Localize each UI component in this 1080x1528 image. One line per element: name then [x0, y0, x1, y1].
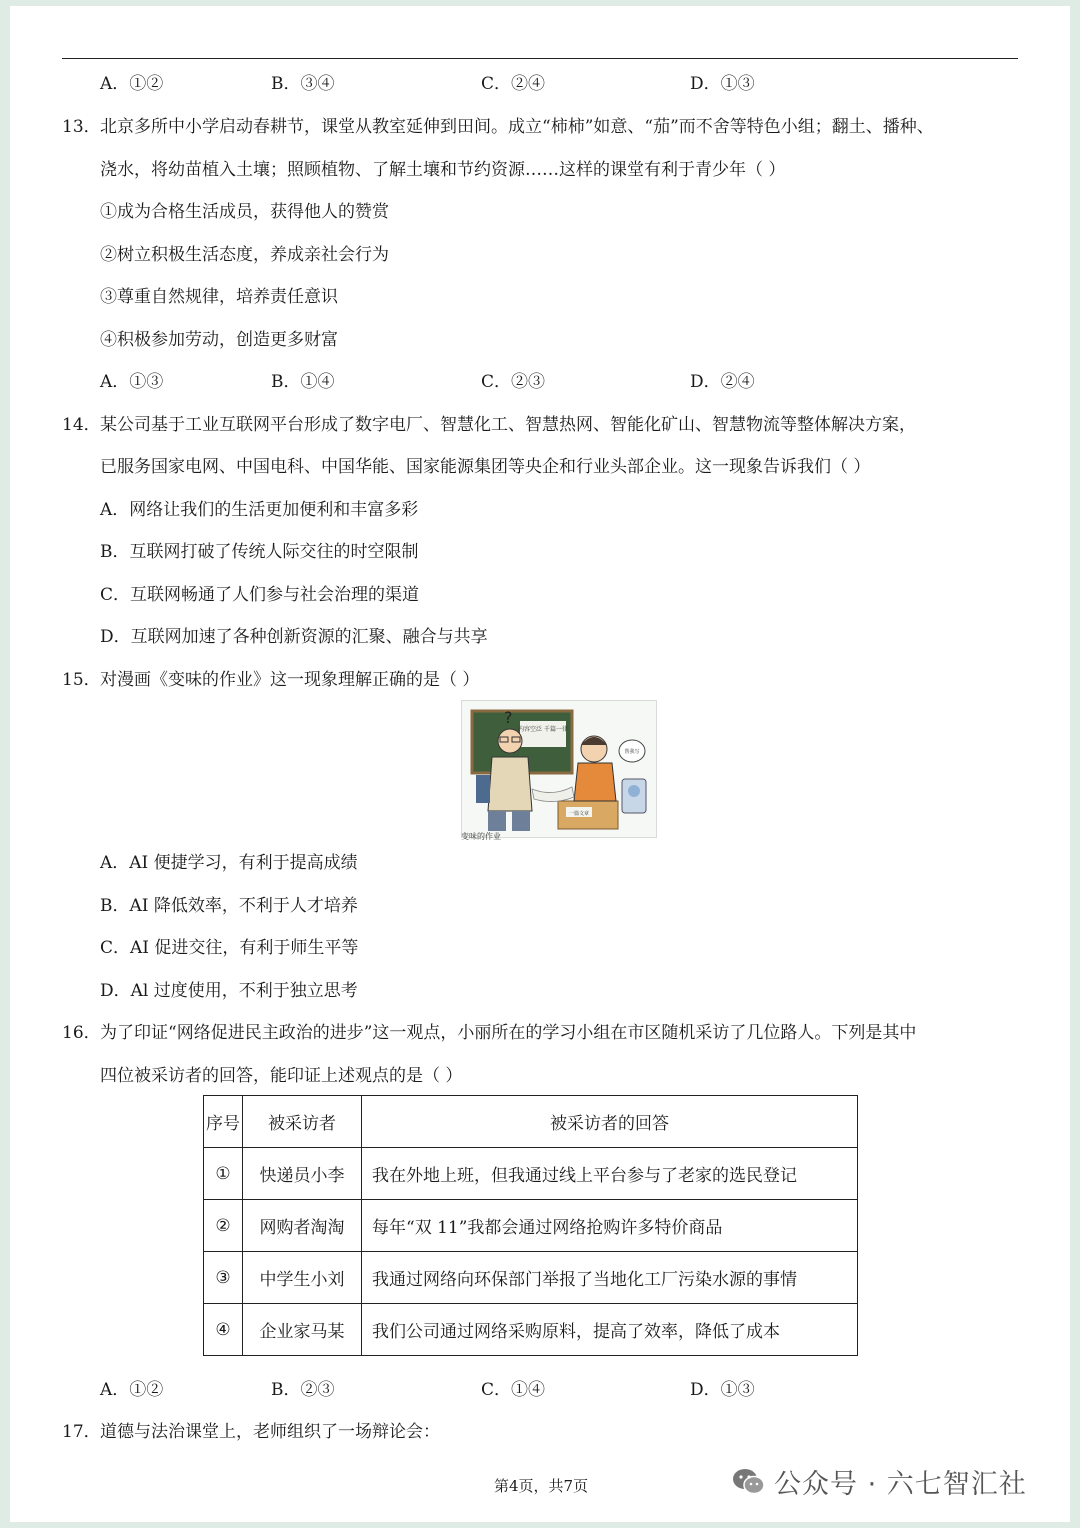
statement-item: ①成为合格生活成员，获得他人的赞赏	[100, 202, 389, 222]
table-header-cell: 被采访者	[243, 1096, 362, 1148]
table-cell: 每年“双 11”我都会通过网络抢购许多特价商品	[362, 1200, 858, 1252]
header-rule	[62, 58, 1018, 59]
q13-option-b[interactable]: B．①④	[271, 372, 335, 392]
question-text-line: 已服务国家电网、中国电科、中国华能、国家能源集团等央企和行业头部企业。这一现象告诉我们（ ）	[100, 457, 871, 477]
question-number: 14．	[62, 415, 101, 435]
watermark	[732, 1462, 1027, 1504]
statement-item: ②树立积极生活态度，养成亲社会行为	[100, 245, 389, 265]
board-text: 内容空泛 千篇一律	[518, 726, 568, 733]
table-row	[204, 1304, 858, 1356]
table-row	[204, 1148, 858, 1200]
q14-option-a[interactable]: A．网络让我们的生活更加便利和丰富多彩	[100, 500, 419, 520]
wechat-icon	[732, 1467, 766, 1504]
q16-option-a[interactable]: A．①②	[100, 1380, 164, 1400]
table-cell: 快递员小李	[243, 1148, 362, 1200]
q14-option-b[interactable]: B．互联网打破了传统人际交往的时空限制	[100, 542, 419, 562]
question-text-line: 某公司基于工业互联网平台形成了数字电厂、智慧化工、智慧热网、智能化矿山、智慧物流等整体解决方案，	[100, 415, 916, 435]
table-row	[204, 1252, 858, 1304]
cartoon-image	[461, 700, 657, 838]
question-text-line: 浇水，将幼苗植入土壤；照顾植物、了解土壤和节约资源……这样的课堂有利于青少年（ ）	[100, 160, 786, 180]
table-cell: 我通过网络向环保部门举报了当地化工厂污染水源的事情	[362, 1252, 858, 1304]
q12-option-c[interactable]: C．②④	[481, 74, 546, 94]
table-cell: ②	[204, 1200, 243, 1252]
table-header-row	[204, 1096, 858, 1148]
statement-item: ④积极参加劳动，创造更多财富	[100, 330, 338, 350]
table-cell: 我们公司通过网络采购原料，提高了效率，降低了成本	[362, 1304, 858, 1356]
table-cell: 网购者淘淘	[243, 1200, 362, 1252]
table-cell: ①	[204, 1148, 243, 1200]
q15-option-c[interactable]: C．AI 促进交往，有利于师生平等	[100, 938, 359, 958]
q15-option-a[interactable]: A．AI 便捷学习，有利于提高成绩	[100, 853, 358, 873]
interview-table	[203, 1095, 858, 1356]
q14-option-d[interactable]: D．互联网加速了各种创新资源的汇聚、融合与共享	[100, 627, 488, 647]
question-number: 15．	[62, 670, 101, 690]
q16-option-b[interactable]: B．②③	[271, 1380, 335, 1400]
question-number: 16．	[62, 1023, 101, 1043]
table-cell: 中学生小刘	[243, 1252, 362, 1304]
table-row	[204, 1200, 858, 1252]
q14-option-c[interactable]: C．互联网畅通了人们参与社会治理的渠道	[100, 585, 420, 605]
q13-option-c[interactable]: C．②③	[481, 372, 546, 392]
paper-text: 一篇文章	[568, 811, 590, 817]
q13-option-a[interactable]: A．①③	[100, 372, 164, 392]
q15-option-d[interactable]: D．Al 过度使用，不利于独立思考	[100, 981, 358, 1001]
table-header-cell: 序号	[204, 1096, 243, 1148]
table-cell: 企业家马某	[243, 1304, 362, 1356]
q13-option-d[interactable]: D．②④	[690, 372, 755, 392]
question-text-line: 道德与法治课堂上，老师组织了一场辩论会：	[100, 1422, 440, 1442]
q15-option-b[interactable]: B．AI 降低效率，不利于人才培养	[100, 896, 358, 916]
question-text-line: 对漫画《变味的作业》这一现象理解正确的是（ ）	[100, 670, 480, 690]
q12-option-b[interactable]: B．③④	[271, 74, 335, 94]
question-text-line: 为了印证“网络促进民主政治的进步”这一观点，小丽所在的学习小组在市区随机采访了几位路人。下列是其中	[100, 1023, 917, 1043]
q16-option-c[interactable]: C．①④	[481, 1380, 546, 1400]
page-footer: 第4页，共7页	[494, 1477, 589, 1495]
table-cell: ④	[204, 1304, 243, 1356]
watermark-text: 公众号 · 六七智汇社	[774, 1469, 1027, 1500]
cartoon-caption: 变味的作业	[461, 832, 501, 841]
q16-option-d[interactable]: D．①③	[690, 1380, 755, 1400]
question-text-line: 北京多所中小学启动春耕节，课堂从教室延伸到田间。成立“柿柿”如意、“茄”而不舍等特色小组；翻土、播种、	[100, 117, 934, 137]
svg-text:?: ?	[504, 708, 513, 727]
question-text-line: 四位被采访者的回答，能印证上述观点的是（ ）	[100, 1066, 463, 1086]
exam-page	[10, 6, 1070, 1522]
q12-option-d[interactable]: D．①③	[690, 74, 755, 94]
table-cell: ③	[204, 1252, 243, 1304]
question-number: 13．	[62, 117, 101, 137]
bubble-text: 帮我写	[624, 749, 640, 755]
question-number: 17．	[62, 1422, 101, 1442]
q12-option-a[interactable]: A．①②	[100, 74, 164, 94]
statement-item: ③尊重自然规律，培养责任意识	[100, 287, 338, 307]
table-header-cell: 被采访者的回答	[362, 1096, 858, 1148]
table-cell: 我在外地上班，但我通过线上平台参与了老家的选民登记	[362, 1148, 858, 1200]
